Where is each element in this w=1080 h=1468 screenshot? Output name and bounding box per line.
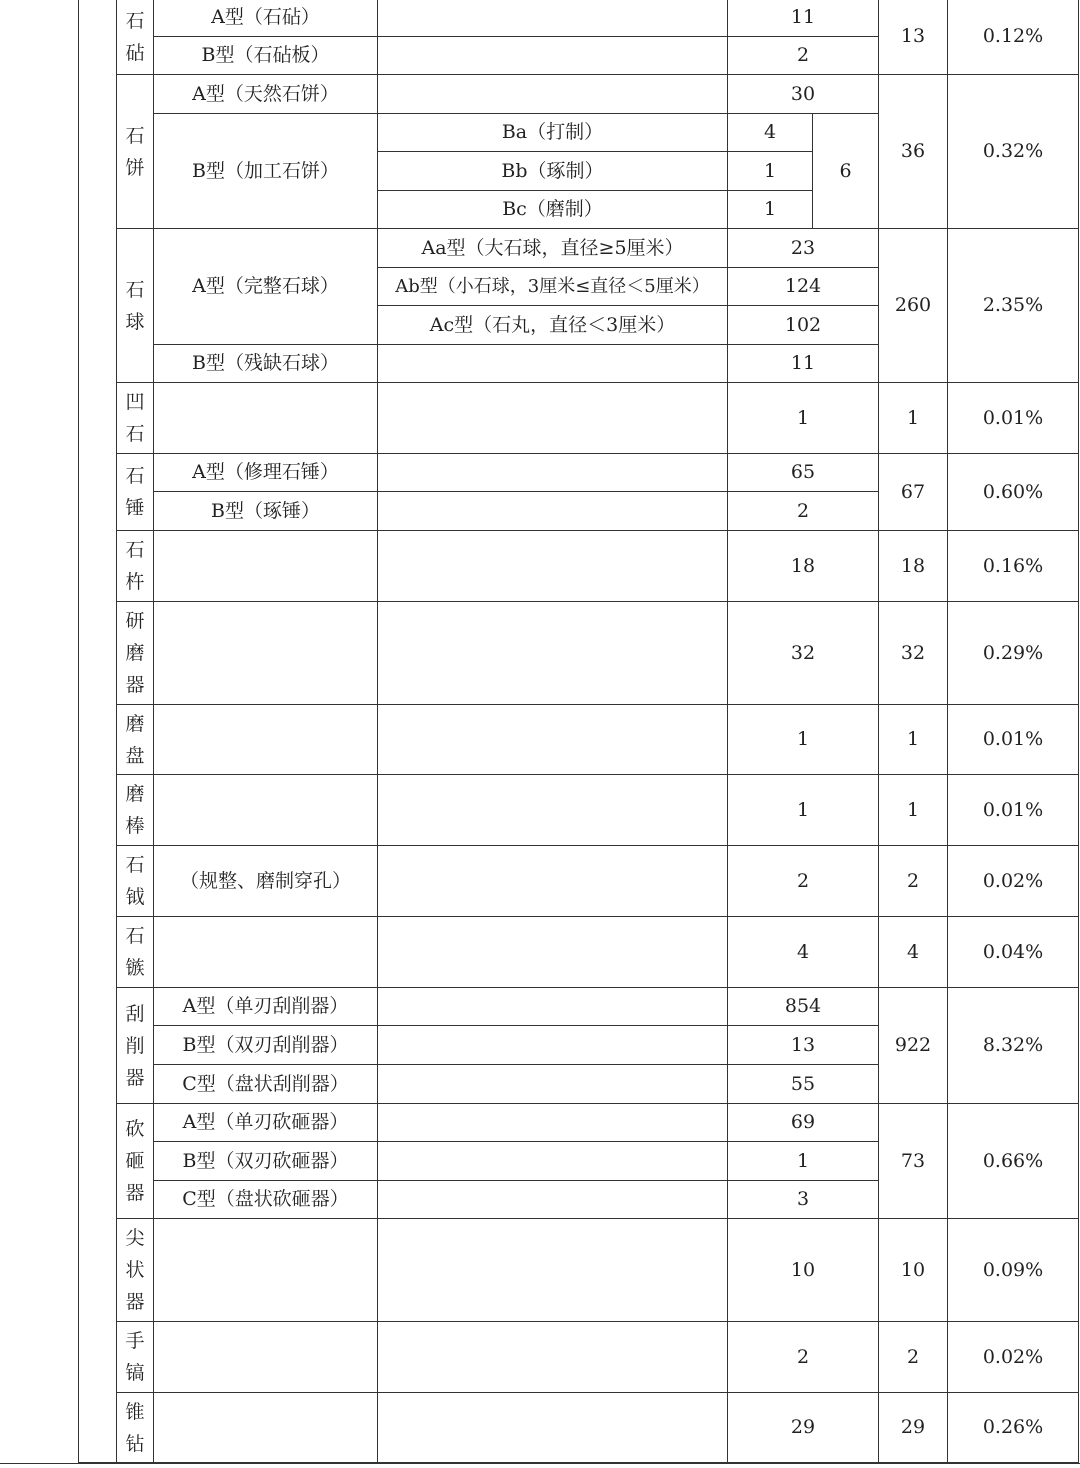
total-cell: 32 bbox=[879, 602, 948, 705]
percent-cell: 2.35% bbox=[948, 229, 1079, 383]
count-cell: 13 bbox=[728, 1026, 879, 1065]
subtype-cell bbox=[378, 1026, 728, 1065]
category-cell: 锥钻 bbox=[117, 1393, 154, 1463]
subtype-cell bbox=[378, 0, 728, 37]
percent-cell: 0.01% bbox=[948, 775, 1079, 846]
subtype-cell bbox=[378, 383, 728, 454]
subtype-cell bbox=[378, 1142, 728, 1181]
count-cell: 55 bbox=[728, 1065, 879, 1104]
count-cell: 2 bbox=[728, 37, 879, 75]
count-cell: 102 bbox=[728, 306, 879, 345]
subcount-cell: 4 bbox=[728, 114, 813, 152]
subtype-cell bbox=[378, 846, 728, 917]
type-cell: （规整、磨制穿孔） bbox=[154, 846, 378, 917]
total-cell: 18 bbox=[879, 531, 948, 602]
count-cell: 18 bbox=[728, 531, 879, 602]
left-blank-column bbox=[79, 0, 117, 1463]
count-cell: 1 bbox=[728, 383, 879, 454]
category-cell: 刮削器 bbox=[117, 988, 154, 1104]
subtype-cell bbox=[378, 345, 728, 383]
percent-cell: 0.01% bbox=[948, 705, 1079, 775]
type-cell: C型（盘状刮削器） bbox=[154, 1065, 378, 1104]
total-cell: 260 bbox=[879, 229, 948, 383]
category-cell: 石砧 bbox=[117, 0, 154, 75]
total-cell: 4 bbox=[879, 917, 948, 988]
type-cell: A型（单刃砍砸器） bbox=[154, 1104, 378, 1142]
type-cell: A型（单刃刮削器） bbox=[154, 988, 378, 1026]
count-cell: 854 bbox=[728, 988, 879, 1026]
subtype-cell: Ba（打制） bbox=[378, 114, 728, 152]
type-cell bbox=[154, 705, 378, 775]
count-cell: 65 bbox=[728, 454, 879, 492]
category-cell: 手镐 bbox=[117, 1322, 154, 1393]
count-cell: 1 bbox=[728, 775, 879, 846]
type-cell bbox=[154, 383, 378, 454]
total-cell: 29 bbox=[879, 1393, 948, 1463]
category-cell: 石锤 bbox=[117, 454, 154, 531]
type-cell: B型（残缺石球） bbox=[154, 345, 378, 383]
subtype-cell bbox=[378, 917, 728, 988]
percent-cell: 0.16% bbox=[948, 531, 1079, 602]
percent-cell: 0.26% bbox=[948, 1393, 1079, 1463]
type-cell: A型（天然石饼） bbox=[154, 75, 378, 114]
type-cell: C型（盘状砍砸器） bbox=[154, 1181, 378, 1219]
type-cell: A型（石砧） bbox=[154, 0, 378, 37]
percent-cell: 0.01% bbox=[948, 383, 1079, 454]
category-cell: 石钺 bbox=[117, 846, 154, 917]
total-cell: 1 bbox=[879, 383, 948, 454]
subcount-cell: 1 bbox=[728, 152, 813, 191]
count-cell: 3 bbox=[728, 1181, 879, 1219]
count-cell: 124 bbox=[728, 268, 879, 306]
count-cell: 2 bbox=[728, 1322, 879, 1393]
category-cell: 尖状器 bbox=[117, 1219, 154, 1322]
total-cell: 1 bbox=[879, 775, 948, 846]
category-cell: 砍砸器 bbox=[117, 1104, 154, 1219]
count-cell: 32 bbox=[728, 602, 879, 705]
percent-cell: 0.02% bbox=[948, 1322, 1079, 1393]
subcount-cell: 1 bbox=[728, 191, 813, 229]
type-cell: B型（双刃刮削器） bbox=[154, 1026, 378, 1065]
category-cell: 石镞 bbox=[117, 917, 154, 988]
subtype-cell: Ac型（石丸，直径＜3厘米） bbox=[378, 306, 728, 345]
percent-cell: 8.32% bbox=[948, 988, 1079, 1104]
count-cell: 2 bbox=[728, 492, 879, 531]
count-cell: 4 bbox=[728, 917, 879, 988]
type-cell bbox=[154, 1322, 378, 1393]
subtype-cell bbox=[378, 531, 728, 602]
subtype-cell bbox=[378, 75, 728, 114]
artifact-stats-table bbox=[78, 0, 1079, 1463]
percent-cell: 0.29% bbox=[948, 602, 1079, 705]
total-cell: 1 bbox=[879, 705, 948, 775]
total-cell: 2 bbox=[879, 846, 948, 917]
type-cell: B型（加工石饼） bbox=[154, 114, 378, 229]
subtype-cell bbox=[378, 1393, 728, 1463]
category-cell: 石饼 bbox=[117, 75, 154, 229]
count-cell: 29 bbox=[728, 1393, 879, 1463]
subtype-cell bbox=[378, 705, 728, 775]
percent-cell: 0.09% bbox=[948, 1219, 1079, 1322]
count-cell: 30 bbox=[728, 75, 879, 114]
subtype-cell: Ab型（小石球，3厘米≤直径＜5厘米） bbox=[378, 268, 728, 306]
count-cell: 23 bbox=[728, 229, 879, 268]
category-cell: 磨棒 bbox=[117, 775, 154, 846]
total-cell: 73 bbox=[879, 1104, 948, 1219]
category-cell: 石球 bbox=[117, 229, 154, 383]
percent-cell: 0.32% bbox=[948, 75, 1079, 229]
count-cell: 10 bbox=[728, 1219, 879, 1322]
total-cell: 922 bbox=[879, 988, 948, 1104]
type-cell bbox=[154, 775, 378, 846]
category-cell: 石杵 bbox=[117, 531, 154, 602]
subtype-cell bbox=[378, 1219, 728, 1322]
count-cell: 11 bbox=[728, 345, 879, 383]
percent-cell: 0.02% bbox=[948, 846, 1079, 917]
type-cell: A型（完整石球） bbox=[154, 229, 378, 345]
type-cell: B型（双刃砍砸器） bbox=[154, 1142, 378, 1181]
count-cell: 1 bbox=[728, 705, 879, 775]
count-cell: 11 bbox=[728, 0, 879, 37]
category-cell: 研磨器 bbox=[117, 602, 154, 705]
subtype-cell bbox=[378, 454, 728, 492]
total-cell: 13 bbox=[879, 0, 948, 75]
count-cell: 2 bbox=[728, 846, 879, 917]
subtype-cell bbox=[378, 988, 728, 1026]
percent-cell: 0.60% bbox=[948, 454, 1079, 531]
subtype-cell bbox=[378, 1322, 728, 1393]
type-cell bbox=[154, 531, 378, 602]
percent-cell: 0.04% bbox=[948, 917, 1079, 988]
total-cell: 2 bbox=[879, 1322, 948, 1393]
subtype-cell bbox=[378, 37, 728, 75]
type-cell bbox=[154, 602, 378, 705]
total-cell: 36 bbox=[879, 75, 948, 229]
subtype-cell bbox=[378, 602, 728, 705]
subtype-cell bbox=[378, 1065, 728, 1104]
subtype-cell bbox=[378, 492, 728, 531]
subtype-cell: Aa型（大石球，直径≥5厘米） bbox=[378, 229, 728, 268]
type-cell bbox=[154, 1393, 378, 1463]
category-cell: 磨盘 bbox=[117, 705, 154, 775]
subtype-cell: Bc（磨制） bbox=[378, 191, 728, 229]
subtype-cell bbox=[378, 775, 728, 846]
percent-cell: 0.12% bbox=[948, 0, 1079, 75]
type-cell bbox=[154, 1219, 378, 1322]
type-cell: A型（修理石锤） bbox=[154, 454, 378, 492]
type-cell: B型（琢锤） bbox=[154, 492, 378, 531]
count-cell: 1 bbox=[728, 1142, 879, 1181]
type-cell: B型（石砧板） bbox=[154, 37, 378, 75]
type-cell bbox=[154, 917, 378, 988]
subtype-cell bbox=[378, 1104, 728, 1142]
total-cell: 67 bbox=[879, 454, 948, 531]
subtype-cell bbox=[378, 1181, 728, 1219]
count-cell: 69 bbox=[728, 1104, 879, 1142]
total-cell: 10 bbox=[879, 1219, 948, 1322]
page-bottom-rule bbox=[0, 1463, 1080, 1464]
percent-cell: 0.66% bbox=[948, 1104, 1079, 1219]
category-cell: 凹石 bbox=[117, 383, 154, 454]
subtype-cell: Bb（琢制） bbox=[378, 152, 728, 191]
subtotal-cell: 6 bbox=[813, 114, 879, 229]
